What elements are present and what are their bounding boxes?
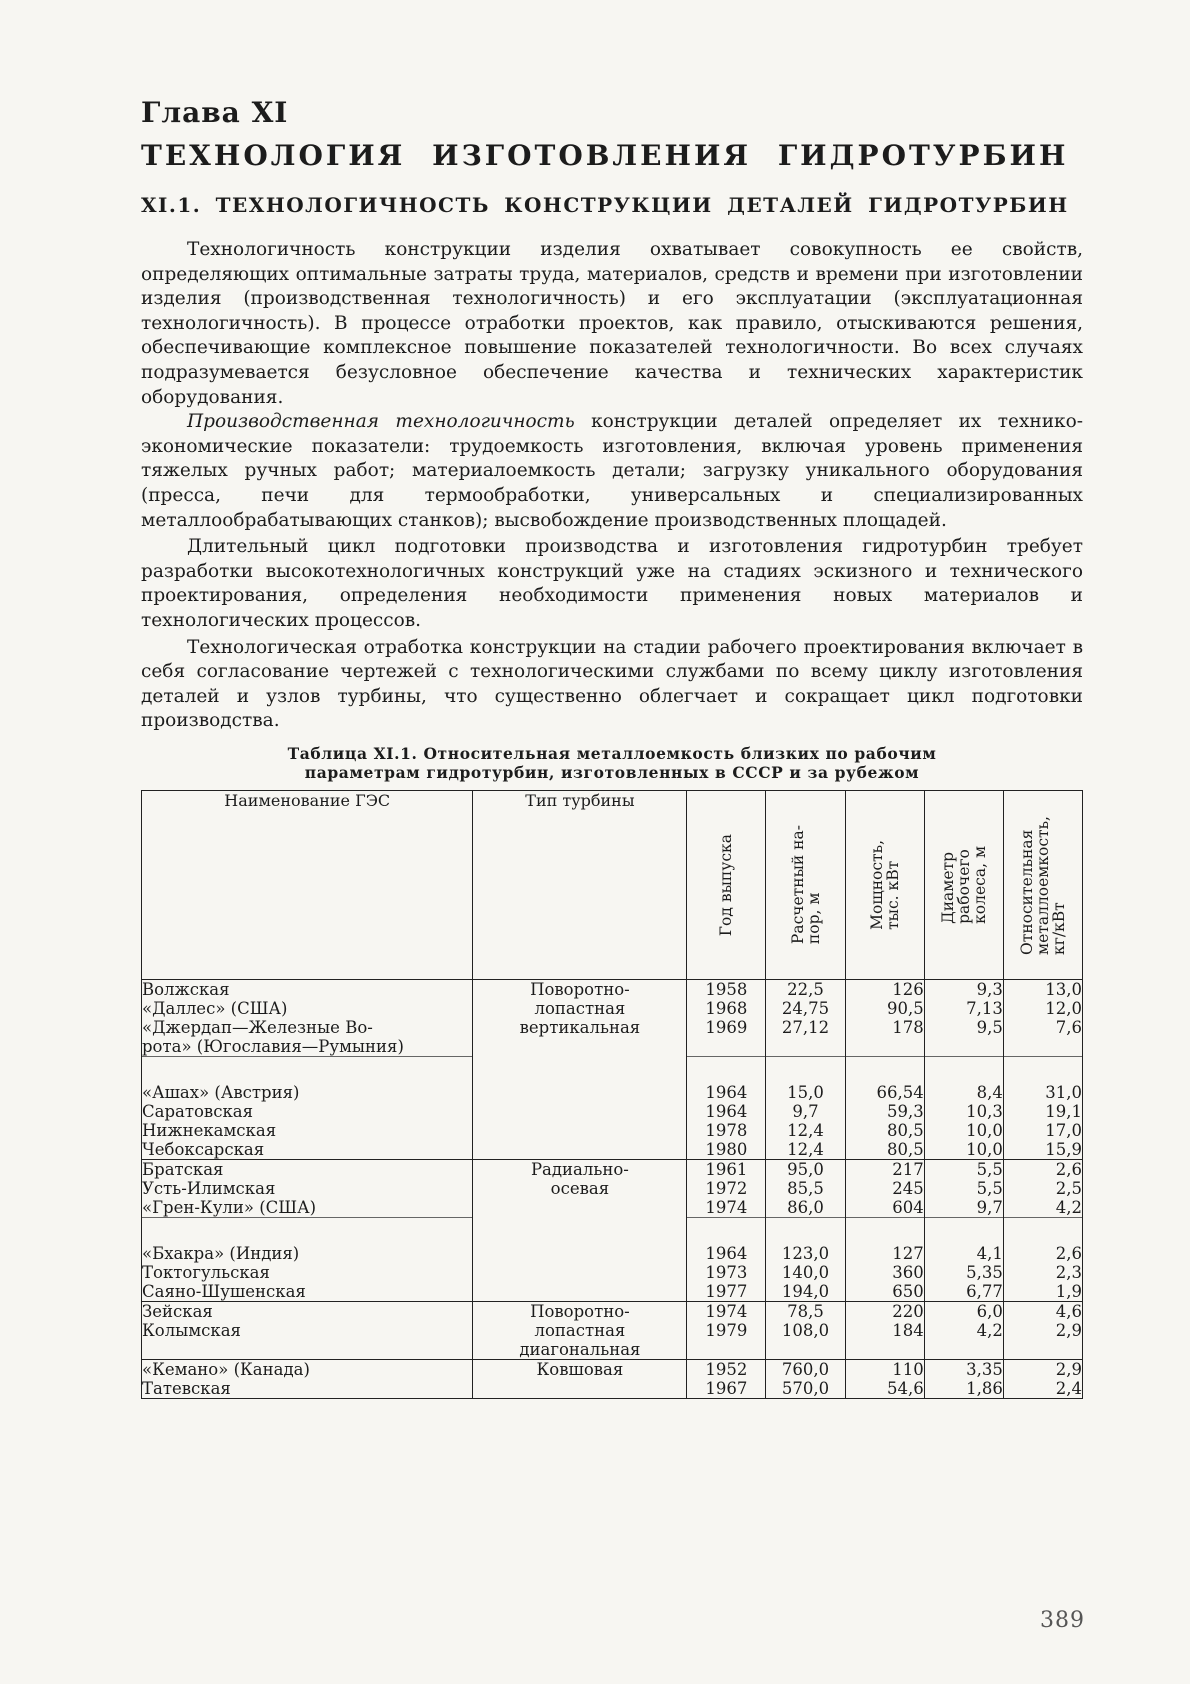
table-caption-line: Таблица XI.1. Относительная металлоемкость близких по рабочим [287, 744, 937, 763]
cell-years: 1958 1968 1969 [687, 980, 766, 1057]
paragraph: Технологичность конструкции изделия охватывает совокупность ее свойств, определяющих оптимальные затраты труда, материалов, средств и времени при изготовлении изделия (производственная технологичность) и его эксплуатации (эксплуатационная технологичность). В процессе отработки проектов, как правило, отыскиваются решения, обеспечивающие комплексное повышение показателей технологичности. Во всех случаях подразумевается безусловное обеспечение качества и технических характеристик оборудования. [141, 239, 1083, 408]
cell-heads: 22,5 24,75 27,12 [766, 980, 845, 1057]
cell-years: 1964 1973 1977 [687, 1218, 766, 1302]
cell-names: Братская Усть-Илимская «Грен-Кули» (США) [142, 1160, 473, 1218]
cell-names: Зейская Колымская [142, 1302, 473, 1360]
header-name: Наименование ГЭС [142, 791, 473, 980]
cell-heads: 78,5 108,0 [766, 1302, 845, 1360]
cell-metals: 2,6 2,3 1,9 [1003, 1218, 1082, 1302]
cell-metals: 4,6 2,9 [1003, 1302, 1082, 1360]
table-caption-line: параметрам гидротурбин, изготовленных в СССР и за рубежом [304, 763, 920, 782]
cell-powers: 110 54,6 [845, 1360, 924, 1399]
body-text [141, 238, 1083, 734]
cell-type: Ковшовая [473, 1360, 687, 1399]
table-row [142, 1160, 1083, 1218]
table-row [142, 1360, 1083, 1399]
cell-heads: 760,0 570,0 [766, 1360, 845, 1399]
cell-powers: 127 360 650 [845, 1218, 924, 1302]
header-diameter-text: Диаметр рабочего колеса, м [938, 846, 989, 924]
emphasis-term: Производственная технологичность [187, 411, 575, 433]
chapter-label: Глава XI [141, 96, 289, 129]
cell-powers: 66,54 59,3 80,5 80,5 [845, 1057, 924, 1160]
header-diameter [924, 791, 1003, 980]
header-metal [1003, 791, 1082, 980]
cell-names: Волжская «Даллес» (США) «Джердап—Железные Во- рота» (Югославия—Румыния) [142, 980, 473, 1057]
header-metal-text: Относительная металлоемкость, кг/кВт [1017, 815, 1068, 955]
cell-diameters: 4,1 5,35 6,77 [924, 1218, 1003, 1302]
cell-metals: 2,9 2,4 [1003, 1360, 1082, 1399]
cell-years: 1964 1964 1978 1980 [687, 1057, 766, 1160]
paragraph: Технологическая отработка конструкции на стадии рабочего проектирования включает в себя согласование чертежей с технологическими службами по всему циклу изготовления деталей и узлов турбины, что существенно облегчает и сокращает цикл подготовки производства. [141, 636, 1083, 732]
cell-heads: 123,0 140,0 194,0 [766, 1218, 845, 1302]
table-caption [141, 744, 1083, 782]
cell-years: 1961 1972 1974 [687, 1160, 766, 1218]
table-row [142, 980, 1083, 1057]
header-power [845, 791, 924, 980]
data-table [141, 790, 1083, 1399]
paragraph [141, 410, 1083, 533]
cell-years: 1974 1979 [687, 1302, 766, 1360]
cell-heads: 95,0 85,5 86,0 [766, 1160, 845, 1218]
cell-metals: 2,6 2,5 4,2 [1003, 1160, 1082, 1218]
cell-type: Радиально- осевая [473, 1160, 687, 1302]
table-header-row [142, 791, 1083, 980]
cell-years: 1952 1967 [687, 1360, 766, 1399]
cell-heads: 15,0 9,7 12,4 12,4 [766, 1057, 845, 1160]
cell-powers: 217 245 604 [845, 1160, 924, 1218]
cell-powers: 126 90,5 178 [845, 980, 924, 1057]
cell-powers: 220 184 [845, 1302, 924, 1360]
page-number: 389 [1040, 1608, 1085, 1633]
header-head [766, 791, 845, 980]
cell-names: «Ашах» (Австрия) Саратовская Нижнекамская Чебоксарская [142, 1057, 473, 1160]
cell-diameters: 3,35 1,86 [924, 1360, 1003, 1399]
cell-diameters: 6,0 4,2 [924, 1302, 1003, 1360]
header-type: Тип турбины [473, 791, 687, 980]
section-title: XI.1. ТЕХНОЛОГИЧНОСТЬ КОНСТРУКЦИИ ДЕТАЛЕЙ ГИДРОТУРБИН [141, 193, 1069, 217]
cell-type: Поворотно- лопастная вертикальная [473, 980, 687, 1160]
paragraph: Длительный цикл подготовки производства и изготовления гидротурбин требует разработки высокотехнологичных конструкций уже на стадиях эскизного и технического проектирования, определения необходимости применения новых материалов и технологических процессов. [141, 536, 1083, 631]
header-year-text: Год выпуска [717, 833, 736, 937]
cell-diameters: 8,4 10,3 10,0 10,0 [924, 1057, 1003, 1160]
header-year [687, 791, 766, 980]
cell-metals: 13,0 12,0 7,6 [1003, 980, 1082, 1057]
cell-metals: 31,0 19,1 17,0 15,9 [1003, 1057, 1082, 1160]
header-head-text: Расчетный на- пор, м [788, 825, 823, 945]
cell-diameters: 9,3 7,13 9,5 [924, 980, 1003, 1057]
cell-diameters: 5,5 5,5 9,7 [924, 1160, 1003, 1218]
cell-type: Поворотно- лопастная диагональная [473, 1302, 687, 1360]
header-power-text: Мощность, тыс. кВт [867, 840, 902, 930]
cell-names: «Бхакра» (Индия) Токтогульская Саяно-Шушенская [142, 1218, 473, 1302]
chapter-title: ТЕХНОЛОГИЯ ИЗГОТОВЛЕНИЯ ГИДРОТУРБИН [141, 139, 1069, 172]
table-row [142, 1302, 1083, 1360]
paragraph-text: конструкции деталей определяет их технико-экономические показатели: трудоемкость изготовления, включая уровень применения тяжелых ручных работ; материалоемкость детали; загрузку уникального оборудования (пресса, печи для термообработки, универсальных и специализированных металлообрабатывающих станков); высвобождение производственных площадей. [141, 411, 1083, 531]
cell-names: «Кемано» (Канада) Татевская [142, 1360, 473, 1399]
